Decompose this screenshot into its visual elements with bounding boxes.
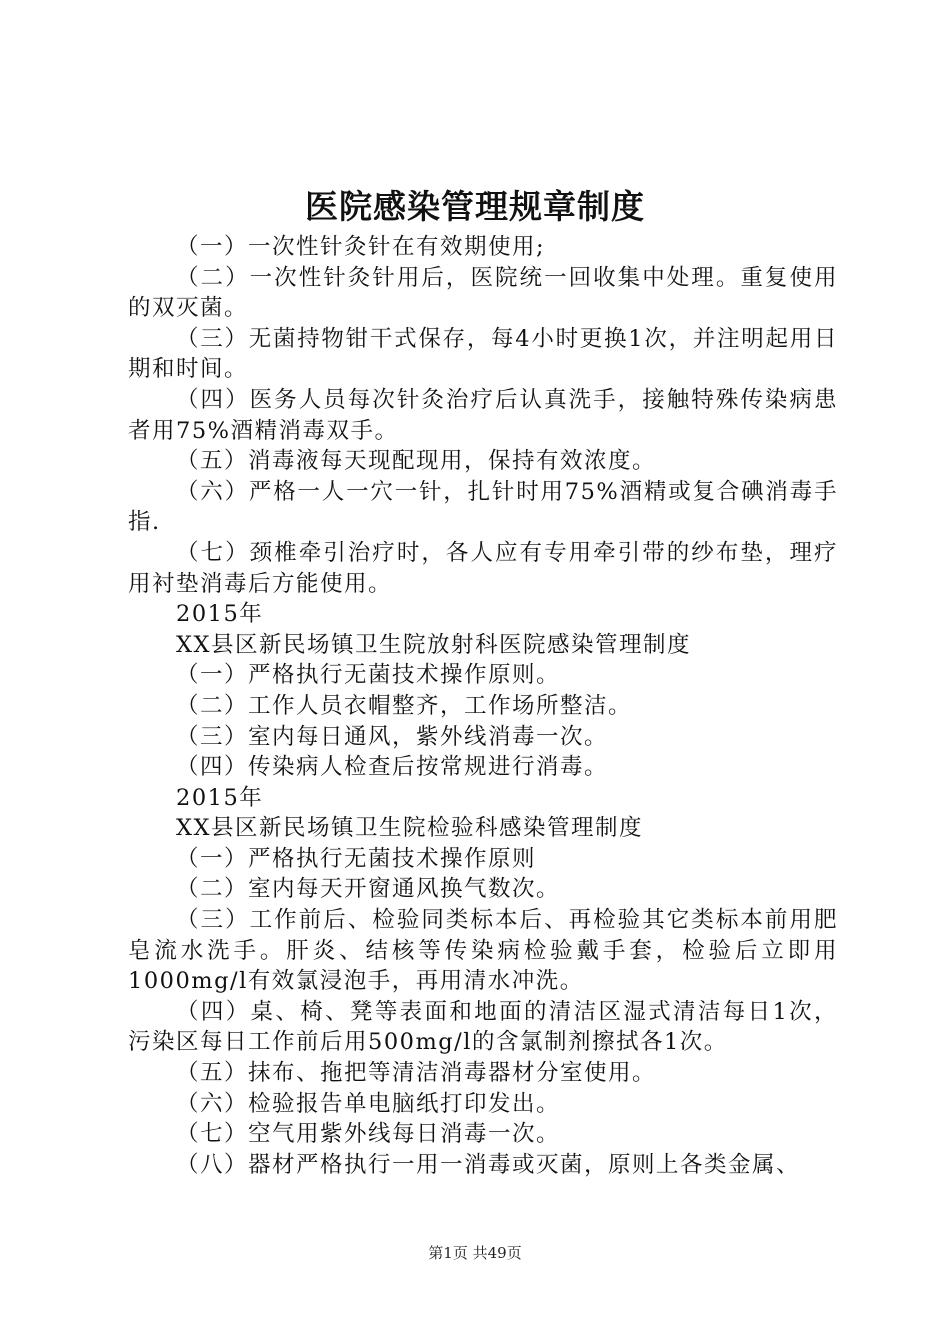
paragraph: （七）空气用紫外线每日消毒一次。 [176,1121,561,1148]
paragraph: （四）医务人员每次针灸治疗后认真洗手，接触特殊传染病患者用75%酒精消毒双手。 [128,386,838,444]
section-heading: XX县区新民场镇卫生院检验科感染管理制度 [176,815,644,842]
paragraph: （三）工作前后、检验同类标本后、再检验其它类标本前用肥皂流水洗手。肝炎、结核等传染病检验戴手套，检验后立即用1000mg/l有效氯浸泡手，再用清水冲洗。 [128,907,838,995]
document-title: 医院感染管理规章制度 [305,187,645,226]
paragraph: （四）传染病人检查后按常规进行消毒。 [176,754,609,781]
paragraph: （八）器材严格执行一用一消毒或灭菌，原则上各类金属、 [176,1151,801,1178]
paragraph: （二）工作人员衣帽整齐，工作场所整洁。 [176,692,633,719]
paragraph: （一）一次性针灸针在有效期使用; [176,234,546,260]
paragraph: （五）消毒液每天现配现用，保持有效浓度。 [176,448,657,475]
section-heading: XX县区新民场镇卫生院放射科医院感染管理制度 [176,631,692,658]
paragraph: （一）严格执行无菌技术操作原则。 [176,662,561,689]
paragraph: （六）检验报告单电脑纸打印发出。 [176,1090,561,1117]
paragraph: （二）室内每天开窗通风换气数次。 [176,876,561,903]
paragraph: （四）桌、椅、凳等表面和地面的清洁区湿式清洁每日1次，污染区每日工作前后用500mg/l的含氯制剂擦拭各1次。 [128,998,838,1056]
paragraph: （一）严格执行无菌技术操作原则 [176,845,537,872]
paragraph: （二）一次性针灸针用后，医院统一回收集中处理。重复使用的双灭菌。 [128,264,838,322]
year-line: 2015年 [176,601,264,628]
page-number-footer: 第1页 共49页 [428,1244,522,1262]
year-line: 2015年 [176,784,264,811]
paragraph: （七）颈椎牵引治疗时，各人应有专用牵引带的纱布垫，理疗用衬垫消毒后方能使用。 [128,539,838,597]
paragraph: （三）无菌持物钳干式保存，每4小时更换1次，并注明起用日期和时间。 [128,325,838,383]
paragraph: （三）室内每日通风，紫外线消毒一次。 [176,723,609,750]
paragraph: （五）抹布、拖把等清洁消毒器材分室使用。 [176,1060,657,1087]
paragraph: （六）严格一人一穴一针，扎针时用75%酒精或复合碘消毒手指. [128,478,838,536]
document-body [128,232,838,1180]
